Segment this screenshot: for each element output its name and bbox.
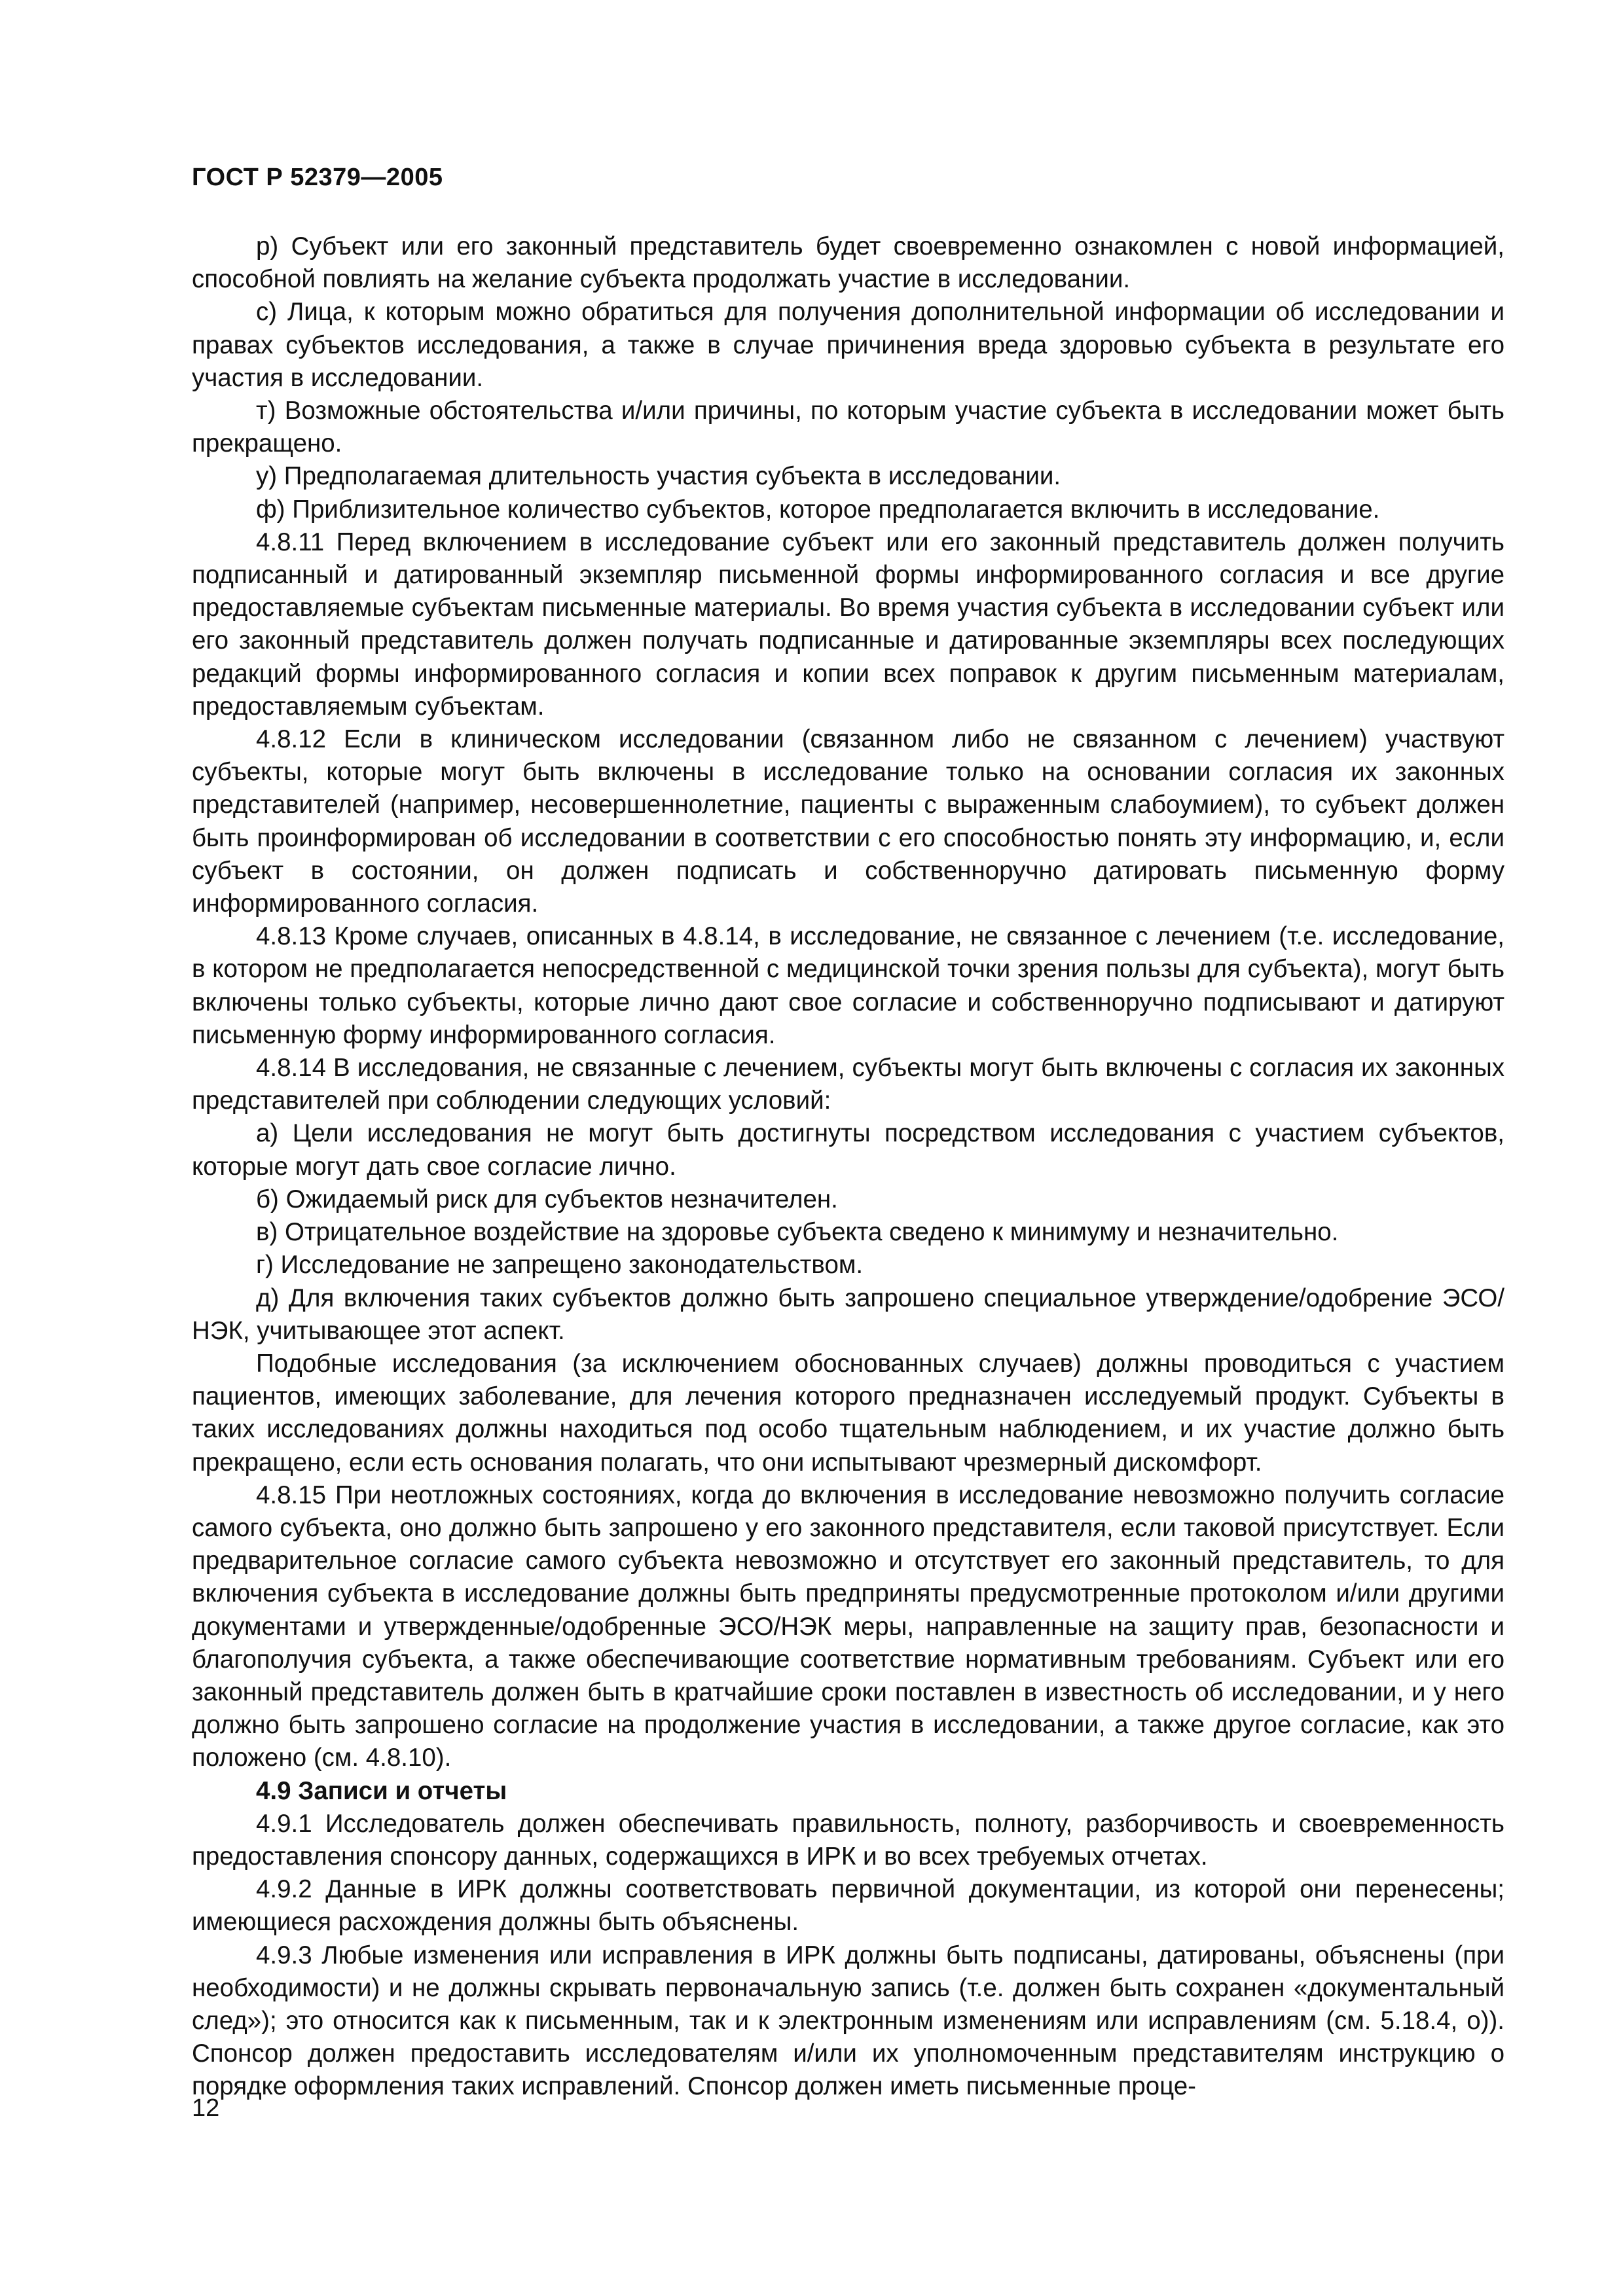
paragraph-4-8-13: 4.8.13 Кроме случаев, описанных в 4.8.14, в исследование, не связанное с лечением (т.е. исследование, в котором не предполагается непосредственной с медицинской точки зрения пользы для субъекта), могут быть включены только субъекты, которые лично дают свое согласие и собственноручно подписывают и датируют письменную форму информированного согласия.: [192, 922, 1504, 1049]
paragraph-4-9-2: 4.9.2 Данные в ИРК должны соответствовать первичной документации, из которой они перенесены; имеющиеся расхождения должны быть объяснены.: [192, 1875, 1504, 1937]
paragraph-item-u: у) Предполагаемая длительность участия субъекта в исследовании.: [256, 462, 1061, 491]
paragraph-similar-studies: Подобные исследования (за исключением обоснованных случаев) должны проводиться с участием пациентов, имеющих заболевание, для лечения которого предназначен исследуемый продукт. Субъекты в таких исследованиях должны находиться под особо тщательным наблюдением, и их участие должно быть прекращено, если есть основания полагать, что они испытывают чрезмерный дискомфорт.: [192, 1349, 1504, 1477]
standard-header: ГОСТ Р 52379—2005: [192, 164, 443, 191]
section-heading-4-9: 4.9 Записи и отчеты: [256, 1776, 507, 1805]
paragraph-4-8-15: 4.8.15 При неотложных состояниях, когда до включения в исследование невозможно получить согласие самого субъекта, оно должно быть запрошено у его законного представителя, если таковой присутствует. Если предварительное согласие самого субъекта невозможно и отсутствует его законный представитель, то для включения субъекта в исследование должны быть предприняты предусмотренные протоколом и/или другими документами и утвержденные/одобренные ЭСО/НЭК меры, направленные на защиту прав, безопасности и благополучия субъекта, а также обеспечивающие соответствие нормативным требованиям. Субъект или его законный представитель должен быть в кратчайшие сроки поставлен в известность об исследовании, и у него должно быть запрошено согласие на продолжение участия в исследовании, а также другое согласие, как это положено (см. 4.8.10).: [192, 1480, 1504, 1772]
paragraph-4-8-14: 4.8.14 В исследования, не связанные с лечением, субъекты могут быть включены с согласия их законных представителей при соблюдении следующих условий:: [192, 1054, 1504, 1115]
paragraph-condition-g: г) Исследование не запрещено законодательством.: [256, 1251, 864, 1280]
paragraph-item-f: ф) Приблизительное количество субъектов, которое предполагается включить в исследование.: [256, 495, 1380, 524]
paragraph-4-9-3: 4.9.3 Любые изменения или исправления в ИРК должны быть подписаны, датированы, объяснены (при необходимости) и не должны скрывать первоначальную запись (т.е. должен быть сохранен «документальный след»); это относится как к письменным, так и к электронным изменениям или исправлениям (см. 5.18.4, о)). Спонсор должен предоставить исследователям и/или их уполномоченным представителям инструкцию о порядке оформления таких исправлений. Спонсор должен иметь письменные проце-: [192, 1941, 1504, 2101]
paragraph-condition-a: а) Цели исследования не могут быть достигнуты посредством исследования с участием субъектов, которые могут дать свое согласие лично.: [192, 1119, 1504, 1181]
paragraph-4-8-11: 4.8.11 Перед включением в исследование субъект или его законный представитель должен получить подписанный и датированный экземпляр письменной формы информированного согласия и все другие предоставляемые субъектам письменные материалы. Во время участия субъекта в исследовании субъект или его законный представитель должен получать подписанные и датированные экземпляры всех последующих редакций формы информированного согласия и копии всех поправок к другим письменным материалам, предоставляемым субъектам.: [192, 528, 1504, 721]
paragraph-item-r: р) Субъект или его законный представитель будет своевременно ознакомлен с новой информацией, способной повлиять на желание субъекта продолжать участие в исследовании.: [192, 232, 1504, 294]
page-number: 12: [192, 2094, 220, 2122]
paragraph-condition-v: в) Отрицательное воздействие на здоровье субъекта сведено к минимуму и незначительно.: [256, 1218, 1339, 1247]
page-body: [192, 230, 1504, 2104]
paragraph-item-s: с) Лица, к которым можно обратиться для получения дополнительной информации об исследовании и правах субъектов исследования, а также в случае причинения вреда здоровью субъекта в результате его участия в исследовании.: [192, 298, 1504, 392]
paragraph-4-8-12: 4.8.12 Если в клиническом исследовании (связанном либо не связанном с лечением) участвуют субъекты, которые могут быть включены в исследование только на основании согласия их законных представителей (например, несовершеннолетние, пациенты с выраженным слабоумием), то субъект должен быть проинформирован об исследовании в соответствии с его способностью понять эту информацию, и, если субъект в состоянии, он должен подписать и собственноручно датировать письменную форму информированного согласия.: [192, 725, 1504, 918]
paragraph-condition-b: б) Ожидаемый риск для субъектов незначителен.: [256, 1185, 838, 1213]
paragraph-4-9-1: 4.9.1 Исследователь должен обеспечивать правильность, полноту, разборчивость и своевременность предоставления спонсору данных, содержащихся в ИРК и во всех требуемых отчетах.: [192, 1809, 1504, 1871]
paragraph-condition-d: д) Для включения таких субъектов должно быть запрошено специальное утверждение/одобрение ЭСО/НЭК, учитывающее этот аспект.: [192, 1283, 1504, 1345]
paragraph-item-t: т) Возможные обстоятельства и/или причины, по которым участие субъекта в исследовании может быть прекращено.: [192, 397, 1504, 458]
